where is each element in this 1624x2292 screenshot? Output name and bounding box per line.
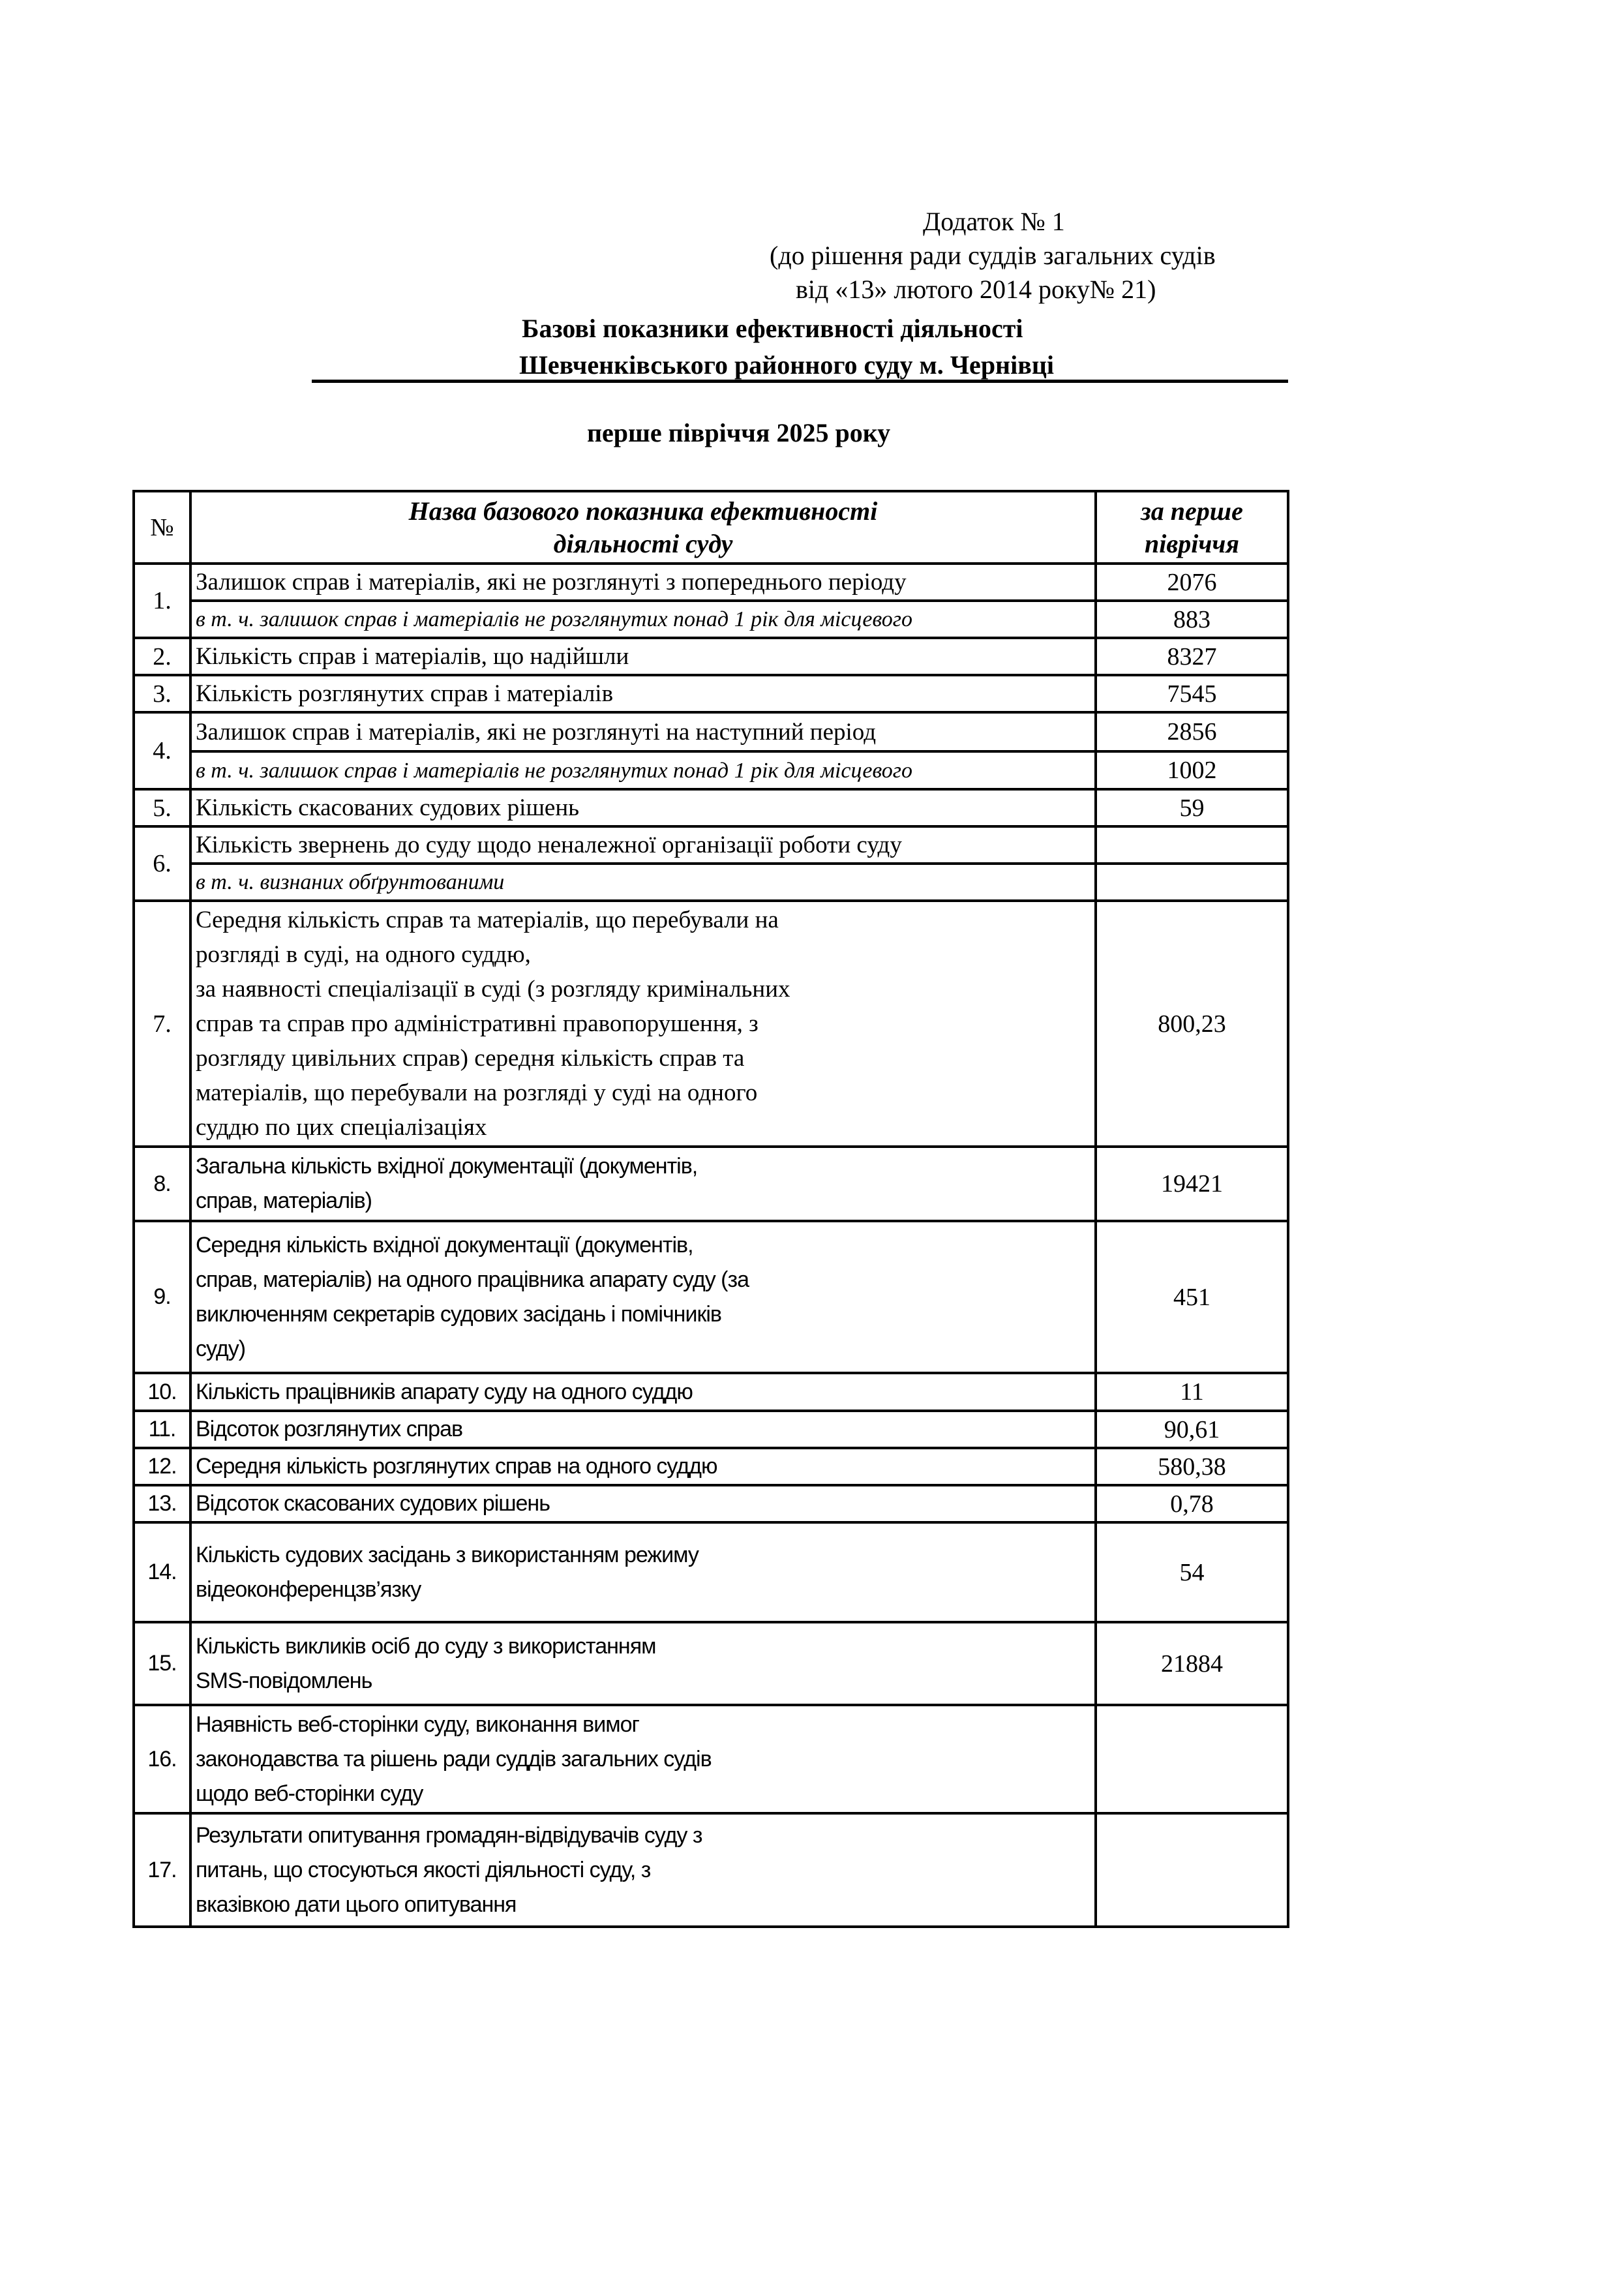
table-row <box>134 1147 1288 1221</box>
indicator-name-line: відеоконференцзв’язку <box>196 1576 421 1602</box>
table-row <box>134 1622 1288 1705</box>
indicator-name-line: Кількість викликів осіб до суду з використанням <box>196 1633 656 1659</box>
row-number: 9. <box>134 1221 190 1373</box>
table-row <box>134 1448 1288 1485</box>
indicator-name-line: за наявності спеціалізації в суді (з розгляду кримінальних <box>196 976 790 1003</box>
indicator-value: 21884 <box>1096 1622 1288 1705</box>
indicator-value <box>1096 826 1288 864</box>
indicator-value: 90,61 <box>1096 1411 1288 1448</box>
row-number: 15. <box>134 1622 190 1705</box>
table-row <box>134 1485 1288 1522</box>
indicator-name-line: розгляді в суді, на одного суддю, <box>196 941 531 968</box>
indicators-table <box>132 490 1289 1928</box>
number-sign: № <box>150 513 174 541</box>
indicator-name: Кількість працівників апарату суду на одного суддю <box>190 1373 1096 1411</box>
indicator-value <box>1096 1705 1288 1813</box>
title-underline <box>312 380 1288 383</box>
row-number: 11. <box>134 1411 190 1448</box>
indicator-name: Кількість справ і матеріалів, що надійшли <box>190 638 1096 675</box>
row-number: 1. <box>134 564 190 638</box>
indicator-name: Відсоток скасованих судових рішень <box>190 1485 1096 1522</box>
indicator-name-line: Середня кількість справ та матеріалів, що перебували на <box>196 907 779 933</box>
indicator-name <box>190 1522 1096 1622</box>
indicator-value: 0,78 <box>1096 1485 1288 1522</box>
indicator-subvalue: 1002 <box>1096 751 1288 789</box>
indicator-name-line: Середня кількість вхідної документації (документів, <box>196 1232 693 1258</box>
table-header-row <box>134 491 1288 564</box>
indicator-name: Середня кількість розглянутих справ на одного суддю <box>190 1448 1096 1485</box>
indicator-name-line: виключенням секретарів судових засідань і помічників <box>196 1301 721 1327</box>
indicator-name-line: справ, матеріалів) <box>196 1188 372 1213</box>
row-number: 13. <box>134 1485 190 1522</box>
indicator-name-line: суддю по цих спеціалізаціях <box>196 1114 487 1141</box>
indicator-name: Кількість розглянутих справ і матеріалів <box>190 675 1096 712</box>
row-number: 10. <box>134 1373 190 1411</box>
table-subrow <box>134 601 1288 638</box>
indicator-name-line: справ та справ про адміністративні правопорушення, з <box>196 1010 759 1037</box>
indicator-name <box>190 901 1096 1147</box>
indicator-value: 54 <box>1096 1522 1288 1622</box>
indicator-name: Кількість скасованих судових рішень <box>190 789 1096 826</box>
indicator-value: 8327 <box>1096 638 1288 675</box>
table-row <box>134 901 1288 1147</box>
row-number: 16. <box>134 1705 190 1813</box>
table-row <box>134 826 1288 864</box>
row-number: 8. <box>134 1147 190 1221</box>
column-header-value-line-2: півріччя <box>1145 528 1239 558</box>
document-title-line-2: Шевченківського районного суду м. Чернівці <box>519 350 1054 380</box>
row-number: 12. <box>134 1448 190 1485</box>
indicator-name-line: Результати опитування громадян-відвідувачів суду з <box>196 1822 702 1848</box>
reporting-period: перше півріччя 2025 року <box>587 418 891 447</box>
indicator-name-line: законодавства та рішень ради суддів загальних судів <box>196 1746 712 1772</box>
indicator-subname: в т. ч. визнаних обґрунтованими <box>190 864 1096 901</box>
indicator-name <box>190 1705 1096 1813</box>
indicator-name <box>190 1147 1096 1221</box>
indicator-name-line: Кількість судових засідань з використанням режиму <box>196 1542 699 1567</box>
row-number: 4. <box>134 712 190 789</box>
row-number: 14. <box>134 1522 190 1622</box>
indicator-name-line: справ, матеріалів) на одного працівника апарату суду (за <box>196 1267 749 1292</box>
column-header-value-line-1: за перше <box>1141 496 1243 526</box>
indicator-value <box>1096 1813 1288 1927</box>
table-row <box>134 1705 1288 1813</box>
indicator-subvalue <box>1096 864 1288 901</box>
indicator-value: 59 <box>1096 789 1288 826</box>
table-row <box>134 1813 1288 1927</box>
appendix-reference-line-2: від «13» лютого 2014 року№ 21) <box>796 275 1156 304</box>
indicator-name-line: розгляду цивільних справ) середня кількість справ та <box>196 1045 745 1072</box>
appendix-label: Додаток № 1 <box>923 207 1065 236</box>
indicator-name <box>190 1221 1096 1373</box>
indicator-name-line: SMS-повідомлень <box>196 1668 372 1693</box>
indicator-value: 19421 <box>1096 1147 1288 1221</box>
table-subrow <box>134 864 1288 901</box>
indicator-value: 2076 <box>1096 564 1288 601</box>
indicator-name-line: суду) <box>196 1336 246 1361</box>
indicator-name-line: Загальна кількість вхідної документації (документів, <box>196 1154 698 1179</box>
table-row <box>134 1411 1288 1448</box>
indicator-value: 800,23 <box>1096 901 1288 1147</box>
table-row <box>134 1373 1288 1411</box>
column-header-value <box>1096 491 1288 564</box>
indicator-name: Відсоток розглянутих справ <box>190 1411 1096 1448</box>
table-row <box>134 564 1288 601</box>
indicator-name: Залишок справ і матеріалів, які не розглянуті на наступний період <box>190 712 1096 751</box>
row-number: 3. <box>134 675 190 712</box>
table-row <box>134 1221 1288 1373</box>
indicator-value: 7545 <box>1096 675 1288 712</box>
indicator-subvalue: 883 <box>1096 601 1288 638</box>
indicator-name <box>190 1622 1096 1705</box>
row-number: 5. <box>134 789 190 826</box>
table-row <box>134 638 1288 675</box>
indicator-name: Кількість звернень до суду щодо неналежної організації роботи суду <box>190 826 1096 864</box>
column-header-name <box>190 491 1096 564</box>
table-row <box>134 789 1288 826</box>
appendix-reference-line-1: (до рішення ради суддів загальних судів <box>770 241 1216 270</box>
indicator-name-line: щодо веб-сторінки суду <box>196 1781 423 1806</box>
indicator-value: 451 <box>1096 1221 1288 1373</box>
row-number: 17. <box>134 1813 190 1927</box>
indicator-value: 580,38 <box>1096 1448 1288 1485</box>
indicator-name-line: питань, що стосуються якості діяльності суду, з <box>196 1857 651 1882</box>
column-header-name-line-2: діяльності суду <box>553 528 733 558</box>
indicator-name: Залишок справ і матеріалів, які не розглянуті з попереднього періоду <box>190 564 1096 601</box>
table-subrow <box>134 751 1288 789</box>
indicator-value: 11 <box>1096 1373 1288 1411</box>
table-row <box>134 1522 1288 1622</box>
indicator-subname: в т. ч. залишок справ і матеріалів не розглянутих понад 1 рік для місцевого <box>190 601 1096 638</box>
row-number: 6. <box>134 826 190 901</box>
column-header-number <box>134 491 190 564</box>
indicator-name-line: вказівкою дати цього опитування <box>196 1892 517 1917</box>
indicator-name-line: матеріалів, що перебували на розгляді у суді на одного <box>196 1079 758 1106</box>
indicator-name <box>190 1813 1096 1927</box>
table-row <box>134 675 1288 712</box>
table-row <box>134 712 1288 751</box>
indicator-value: 2856 <box>1096 712 1288 751</box>
row-number: 7. <box>134 901 190 1147</box>
row-number: 2. <box>134 638 190 675</box>
indicator-subname: в т. ч. залишок справ і матеріалів не розглянутих понад 1 рік для місцевого <box>190 751 1096 789</box>
indicator-name-line: Наявність веб-сторінки суду, виконання вимог <box>196 1711 639 1737</box>
document-title-line-1: Базові показники ефективності діяльності <box>522 314 1023 343</box>
column-header-name-line-1: Назва базового показника ефективності <box>408 496 878 526</box>
